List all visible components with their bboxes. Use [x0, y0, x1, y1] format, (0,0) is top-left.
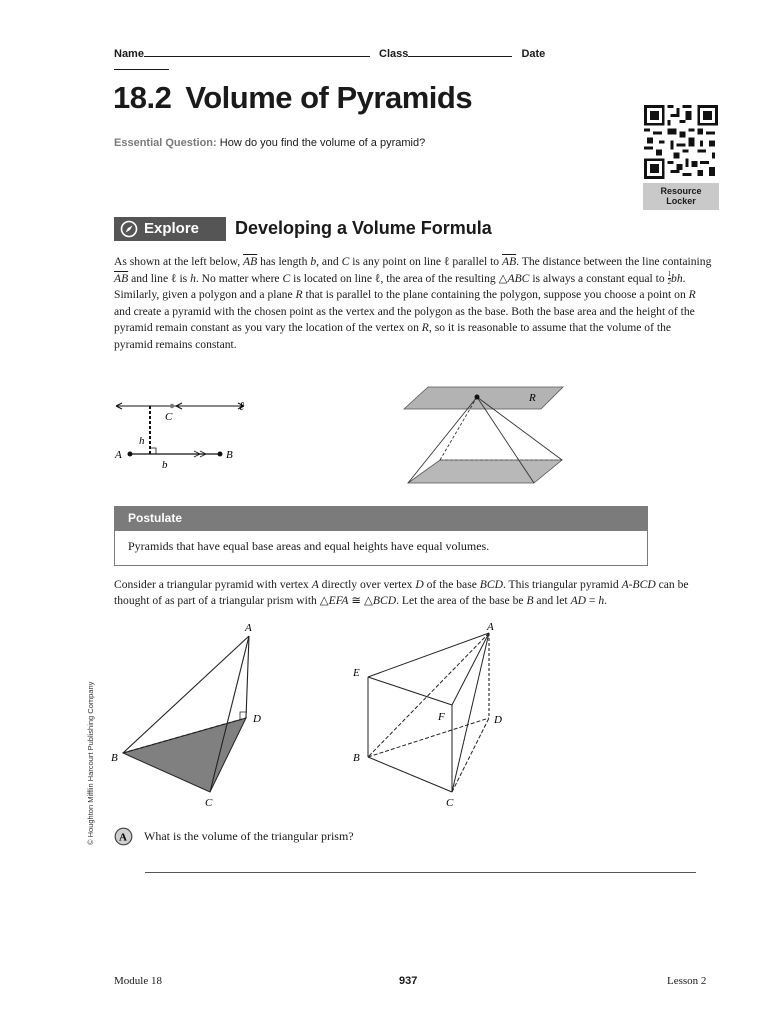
intro-paragraph	[114, 254, 712, 354]
intro-text: . Similarly, given a polygon and a plane	[114, 271, 686, 302]
intro-text: . The distance between the line containing	[516, 255, 712, 268]
intro-text: , and	[316, 255, 342, 268]
var-bcd: BCD	[372, 593, 397, 607]
label-e: E	[353, 667, 360, 679]
name-field[interactable]	[144, 47, 370, 57]
class-label: Class	[379, 48, 409, 60]
resource-locker-line1: Resource	[660, 186, 702, 196]
footer-module: Module 18	[114, 975, 162, 987]
intro-text: is always a constant equal to	[529, 271, 668, 285]
qr-code-icon[interactable]	[644, 105, 718, 179]
pyramid-base	[408, 460, 562, 483]
label-b: B	[226, 449, 233, 461]
label-c: C	[205, 797, 213, 809]
var-bcd: BCD	[479, 578, 503, 591]
explore-title: Developing a Volume Formula	[235, 218, 492, 238]
var-bh: bh	[671, 271, 683, 285]
parallel-lines-figure	[110, 390, 260, 470]
label-d: D	[253, 713, 261, 725]
var-r: R	[295, 288, 303, 302]
plane-pyramid-figure	[398, 380, 568, 490]
consider-paragraph	[114, 577, 714, 608]
intro-text: and line ℓ is	[128, 271, 191, 285]
intro-text: As shown at the left below,	[114, 255, 244, 268]
intro-text: is located on line ℓ, the area of the resulting △	[290, 271, 508, 285]
triangular-pyramid-figure	[108, 618, 268, 810]
class-field[interactable]	[408, 47, 512, 57]
part-a-badge-icon	[114, 827, 133, 846]
label-b: B	[111, 752, 118, 764]
var-r: R	[421, 321, 429, 335]
var-efa: EFA	[328, 593, 349, 607]
label-b: B	[353, 752, 360, 764]
label-r: R	[529, 392, 536, 404]
resource-locker-button[interactable]	[643, 183, 719, 210]
apex-point	[475, 395, 480, 400]
resource-locker-line2: Locker	[666, 196, 696, 206]
section-title: Volume of Pyramids	[185, 80, 473, 115]
var-a-bcd: A-BCD	[621, 578, 656, 591]
consider-text: can be thought of as part of a triangular prism with △	[114, 578, 689, 607]
essential-question	[114, 137, 425, 149]
label-a: A	[245, 622, 252, 634]
intro-text: . No matter where	[195, 271, 283, 285]
var-d: D	[415, 578, 424, 591]
intro-text: is any point on line ℓ parallel to	[349, 255, 502, 268]
label-b-length: b	[162, 459, 168, 470]
part-a-letter: A	[119, 831, 127, 844]
essential-question-label: Essential Question:	[114, 137, 217, 149]
explore-badge	[114, 217, 226, 241]
point-a	[128, 452, 133, 457]
var-base-area: B	[526, 593, 534, 607]
label-c: C	[165, 411, 173, 423]
copyright-notice: © Houghton Mifflin Harcourt Publishing Company	[86, 681, 95, 845]
var-c: C	[341, 255, 350, 268]
var-a: A	[311, 578, 319, 591]
answer-line[interactable]	[145, 872, 696, 873]
var-b: b	[310, 255, 317, 268]
consider-text: ≅ △	[348, 593, 373, 607]
label-f: F	[438, 711, 445, 723]
consider-text: .	[604, 593, 608, 607]
consider-text: . Let the area of the base be	[396, 593, 527, 607]
label-a: A	[487, 621, 494, 633]
var-h: h	[598, 593, 605, 607]
point-c	[170, 404, 174, 408]
label-c: C	[446, 797, 454, 809]
postulate-text: Pyramids that have equal base areas and equal heights have equal volumes.	[114, 531, 648, 566]
segment-ab: $\overline{AB}$	[502, 255, 517, 268]
segment-ab: $\overline{AB}$	[243, 255, 258, 268]
explore-label: Explore	[144, 220, 200, 237]
var-r: R	[688, 288, 696, 302]
consider-text: and let	[533, 593, 571, 607]
postulate-heading: Postulate	[114, 506, 648, 531]
consider-text: of the base	[423, 578, 480, 591]
intro-text: , so it is reasonable to assume that the volume of the pyramid remains constant.	[114, 321, 672, 351]
compass-icon	[120, 220, 138, 238]
plane-r	[404, 387, 563, 409]
pyramid-base-bcd	[123, 718, 246, 792]
student-header	[114, 47, 594, 73]
intro-text: has length	[257, 255, 311, 268]
fraction-numerator: 1	[667, 270, 672, 279]
essential-question-text: How do you find the volume of a pyramid?	[219, 137, 426, 149]
consider-text: . This triangular pyramid	[502, 578, 622, 591]
date-field[interactable]	[114, 60, 169, 70]
consider-text: directly over vertex	[318, 578, 416, 591]
intro-text: and create a pyramid with the chosen point as the vertex and the polygon as the base. Both the base area and the height of the pyramid remain constant as you vary the location of the vertex on	[114, 304, 695, 335]
triangular-prism-figure	[348, 618, 518, 810]
consider-text: =	[586, 593, 599, 607]
date-label: Date	[521, 48, 546, 60]
intro-text: that is parallel to the plane containing the polygon, suppose you choose a point on	[302, 288, 689, 302]
segment-ab: $\overline{AB}$	[114, 271, 129, 285]
section-number: 18.2	[113, 80, 172, 115]
footer-lesson: Lesson 2	[667, 975, 707, 987]
label-a: A	[115, 449, 122, 461]
footer-page-number: 937	[399, 975, 418, 987]
name-label: Name	[114, 48, 144, 60]
label-ell: ℓ	[239, 399, 244, 413]
point-b	[218, 452, 223, 457]
fraction-denominator: 2	[667, 278, 672, 287]
part-a-question: What is the volume of the triangular prism?	[144, 829, 354, 843]
label-d: D	[494, 714, 502, 726]
consider-text: Consider a triangular pyramid with vertex	[114, 578, 312, 591]
var-c: C	[282, 271, 291, 285]
page-title	[113, 80, 472, 116]
triangle-abc: ABC	[507, 271, 530, 285]
label-h: h	[139, 435, 145, 447]
var-h: h	[190, 271, 196, 285]
var-ad: AD	[570, 593, 587, 607]
